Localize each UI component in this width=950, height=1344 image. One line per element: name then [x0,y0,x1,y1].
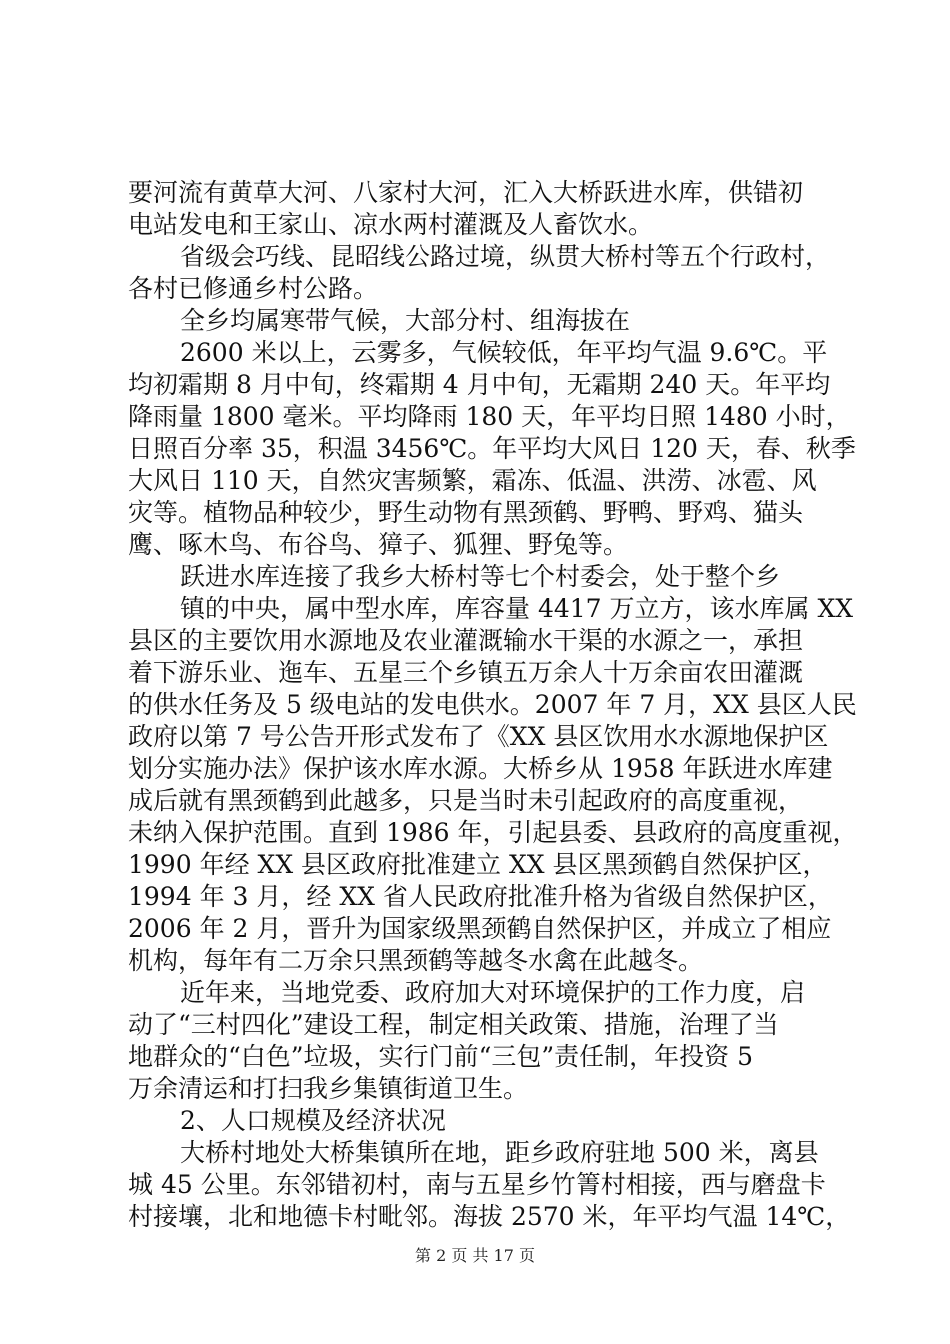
text-line: 镇的中央，属中型水库，库容量 4417 万立方，该水库属 XX [180,594,854,623]
text-line: 1994 年 3 月，经 XX 省人民政府批准升格为省级自然保护区， [128,882,833,911]
text-line: 地群众的“白色”垃圾，实行门前“三包”责任制，年投资 5 [128,1042,753,1071]
text-line: 省级会巧线、昆昭线公路过境，纵贯大桥村等五个行政村， [180,242,831,271]
text-line: 大风日 110 天，自然灾害频繁，霜冻、低温、洪涝、冰雹、风 [128,466,817,495]
text-line: 鹰、啄木鸟、布谷鸟、獐子、狐狸、野兔等。 [128,530,629,559]
text-line: 跃进水库连接了我乡大桥村等七个村委会，处于整个乡 [180,562,781,591]
text-line: 村接壤，北和地德卡村毗邻。海拔 2570 米，年平均气温 14℃， [128,1202,851,1231]
text-line: 要河流有黄草大河、八家村大河，汇入大桥跃进水库，供错初 [128,178,804,207]
text-line: 日照百分率 35，积温 3456℃。年平均大风日 120 天，春、秋季 [128,434,856,463]
text-line: 动了“三村四化”建设工程，制定相关政策、措施，治理了当 [128,1010,779,1039]
text-line: 成后就有黑颈鹤到此越多，只是当时未引起政府的高度重视， [128,786,804,815]
text-line: 2600 米以上，云雾多，气候较低，年平均气温 9.6℃。平 [180,338,828,367]
text-line: 划分实施办法》保护该水库水源。大桥乡从 1958 年跃进水库建 [128,754,833,783]
text-line: 电站发电和王家山、凉水两村灌溉及人畜饮水。 [128,210,654,239]
text-line: 未纳入保护范围。直到 1986 年，引起县委、县政府的高度重视， [128,818,858,847]
text-line: 政府以第 7 号公告开形式发布了《XX 县区饮用水水源地保护区 [128,722,829,751]
text-line: 近年来，当地党委、政府加大对环境保护的工作力度，启 [180,978,806,1007]
page-footer: 第 2 页 共 17 页 [415,1246,535,1265]
text-line: 县区的主要饮用水源地及农业灌溉输水干渠的水源之一，承担 [128,626,804,655]
text-line: 的供水任务及 5 级电站的发电供水。2007 年 7 月，XX 县区人民 [128,690,857,719]
text-line: 着下游乐业、迤车、五星三个乡镇五万余人十万余亩农田灌溉 [128,658,804,687]
text-line: 1990 年经 XX 县区政府批准建立 XX 县区黑颈鹤自然保护区， [128,850,828,879]
text-line: 各村已修通乡村公路。 [128,274,379,303]
text-line: 2006 年 2 月，晋升为国家级黑颈鹤自然保护区，并成立了相应 [128,914,832,943]
section-heading: 2、人口规模及经济状况 [180,1106,446,1135]
text-line: 全乡均属寒带气候，大部分村、组海拔在 [180,306,631,335]
text-line: 机构，每年有二万余只黑颈鹤等越冬水禽在此越冬。 [128,946,704,975]
text-line: 万余清运和打扫我乡集镇街道卫生。 [128,1074,529,1103]
text-line: 城 45 公里。东邻错初村，南与五星乡竹箐村相接，西与磨盘卡 [128,1170,826,1199]
text-line: 灾等。植物品种较少，野生动物有黑颈鹤、野鸭、野鸡、猫头 [128,498,804,527]
text-line: 均初霜期 8 月中旬，终霜期 4 月中旬，无霜期 240 天。年平均 [128,370,831,399]
text-line: 降雨量 1800 毫米。平均降雨 180 天，年平均日照 1480 小时， [128,402,851,431]
text-line: 大桥村地处大桥集镇所在地，距乡政府驻地 500 米，离县 [180,1138,819,1167]
